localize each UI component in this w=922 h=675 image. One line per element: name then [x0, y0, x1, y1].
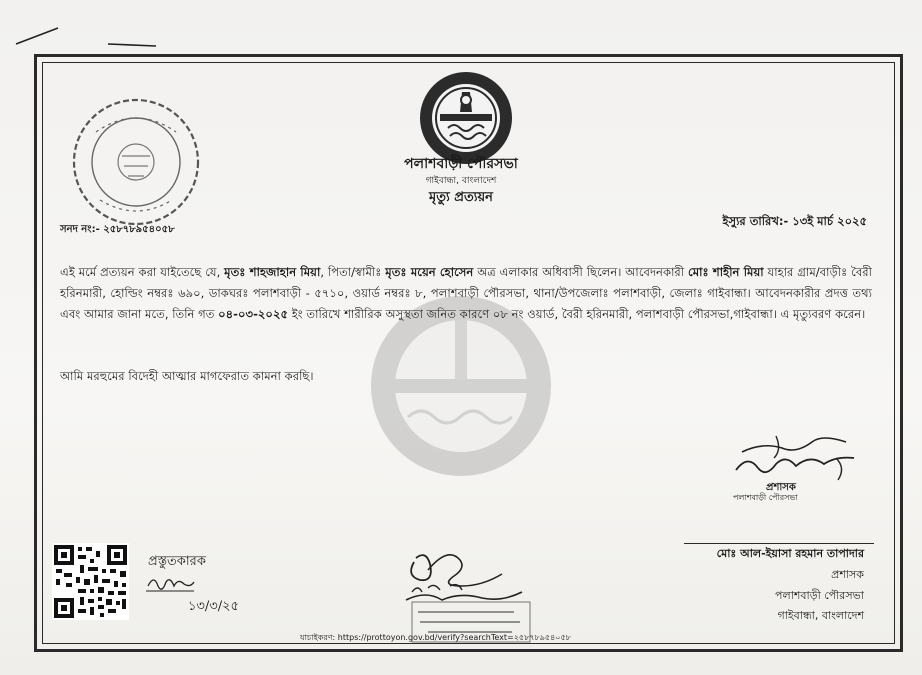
administrator-handwritten-signature [732, 430, 862, 496]
org-location: গাইবান্ধা, বাংলাদেশ [425, 176, 497, 186]
death-date: ০৪-০৩-২০২৫ [218, 307, 289, 321]
round-seal-stamp-icon [66, 92, 206, 232]
body-text-segment: যাহার গ্রাম/বাড়ীঃ বৈরী হরিনমারী, হোল্ডিং নম্বরঃ ৬৯০, ডাকঘরঃ পলাশবাড়ী - ৫৭১০, ওয়ার্ড নম্বরঃ ৮, পলাশবাড়ী পৌরসভা, থানা/উপজেলাঃ পলাশবাড়ী, জেলাঃ গাইবান্ধা। আবেদনকারীর প্রদত্ত তথ্য এবং আমার জানা মতে, তিনি গত [60, 265, 872, 321]
handwritten-role-stamp: প্রশাসক [766, 482, 796, 493]
registrar-signature-stamp [398, 540, 538, 646]
signatory-place: গাইবান্ধা, বাংলাদেশ [777, 609, 864, 622]
certificate-body-paragraph [60, 262, 872, 325]
serial-number: সনদ নং:- ২৫৮৭৮৯৫৪০৫৮ [60, 224, 175, 235]
prepared-by-label: প্রস্তুতকারক [148, 554, 206, 569]
org-name: পলাশবাড়ী পৌরসভা [404, 156, 518, 172]
handwritten-org-stamp: পলাশবাড়ী পৌরসভা [733, 493, 798, 502]
preparer-signature [146, 572, 196, 594]
signatory-organization: পলাশবাড়ী পৌরসভা [775, 589, 864, 602]
prepared-date: ১৩/৩/২৫ [188, 599, 239, 614]
body-text-segment: ইং তারিখে শারীরিক অসুস্থতা জনিত কারণে ০৮ নং ওয়ার্ড, বৈরী হরিনমারী, পলাশবাড়ী পৌরসভা,গাইবান্ধা। এ মৃত্যুবরণ করেন। [288, 307, 866, 321]
signatory-role: প্রশাসক [831, 568, 864, 581]
qr-code-icon [52, 543, 129, 620]
deceased-name: মৃতঃ শাহজাহান মিয়া [224, 265, 321, 279]
prayer-line: আমি মরহুমের বিদেহী আত্মার মাগফেরাত কামনা করছি। [60, 369, 314, 383]
corner-pen-mark-2 [106, 38, 160, 50]
certificate-title: মৃত্যু প্রত্যয়ন [429, 190, 493, 205]
verification-url[interactable]: যাচাইকরণ: https://prottoyon.gov.bd/verify?searchText=২৫৮৭৮৯৫৪০৫৮ [300, 633, 571, 642]
father-name: মৃতঃ ময়েন হোসেন [385, 265, 474, 279]
body-text-segment: এই মর্মে প্রত্যয়ন করা যাইতেছে যে, [60, 265, 225, 279]
corner-pen-mark [12, 24, 82, 48]
body-text-segment: , পিতা/স্বামীঃ [320, 265, 386, 279]
body-text-segment: অত্র এলাকার অধিবাসী ছিলেন। আবেদনকারী [473, 265, 689, 279]
applicant-name: মোঃ শাহীন মিয়া [688, 265, 764, 279]
signatory-name: মোঃ আল-ইয়াসা রহমান তাপাদার [716, 547, 864, 560]
issue-date: ইস্যুর তারিখ:- ১৩ই মার্চ ২০২৫ [722, 214, 867, 228]
signature-line [684, 543, 874, 544]
